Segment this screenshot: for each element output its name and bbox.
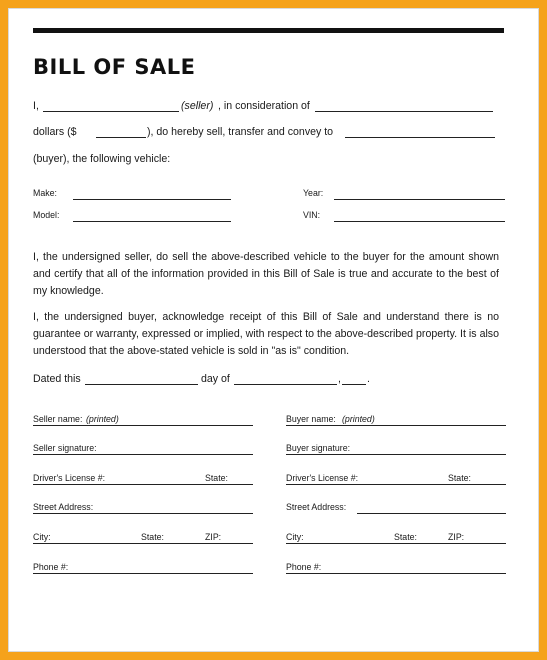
seller-printed-note: (printed)	[86, 414, 119, 424]
document-title: BILL OF SALE	[33, 55, 196, 79]
dated-year-blank[interactable]	[342, 384, 366, 385]
dated-this-text: Dated this	[33, 373, 81, 385]
dated-month-blank[interactable]	[234, 384, 337, 385]
seller-license-state-label: State:	[205, 473, 228, 483]
buyer-signature-field[interactable]	[286, 454, 506, 455]
top-rule	[33, 28, 504, 33]
make-blank[interactable]	[73, 199, 231, 200]
seller-phone-label: Phone #:	[33, 562, 69, 572]
seller-street-label: Street Address:	[33, 502, 94, 512]
dated-day-blank[interactable]	[85, 384, 198, 385]
buyer-zip-label: ZIP:	[448, 532, 465, 542]
buyer-phone-field[interactable]	[286, 573, 506, 574]
seller-city-state-label: State:	[141, 532, 164, 542]
vin-label: VIN:	[303, 210, 321, 220]
buyer-license-field[interactable]	[286, 484, 506, 485]
consideration-text: , in consideration of	[218, 100, 310, 112]
buyer-acknowledgement-paragraph: I, the undersigned buyer, acknowledge receipt of this Bill of Sale and understand there is no guarantee or warranty, expressed or implied, with respect to the above-described property. It is also understood that the above-stated vehicle is sold in "as is" condition.	[33, 311, 499, 357]
buyer-license-state-label: State:	[448, 473, 471, 483]
seller-name-label: Seller name:	[33, 414, 83, 424]
model-label: Model:	[33, 210, 60, 220]
seller-zip-label: ZIP:	[205, 532, 222, 542]
buyer-phone-label: Phone #:	[286, 562, 322, 572]
document-page	[8, 8, 539, 652]
day-of-text: day of	[201, 373, 230, 385]
seller-name-field[interactable]	[33, 425, 253, 426]
intro-i: I,	[33, 100, 39, 112]
seller-license-label: Driver's License #:	[33, 473, 106, 483]
buyer-street-label: Street Address:	[286, 502, 347, 512]
sell-text: ), do hereby sell, transfer and convey to	[147, 126, 334, 138]
seller-street-field[interactable]	[33, 513, 253, 514]
buyer-city-label: City:	[286, 532, 304, 542]
buyer-signature-label: Buyer signature:	[286, 443, 351, 453]
buyer-name-blank[interactable]	[345, 137, 495, 138]
seller-license-field[interactable]	[33, 484, 253, 485]
year-blank[interactable]	[334, 199, 505, 200]
buyer-printed-note: (printed)	[342, 414, 375, 424]
seller-city-field[interactable]	[33, 543, 253, 544]
seller-name-blank[interactable]	[43, 111, 179, 112]
dated-period: .	[367, 373, 370, 385]
model-blank[interactable]	[73, 221, 231, 222]
make-label: Make:	[33, 188, 57, 198]
seller-signature-label: Seller signature:	[33, 443, 97, 453]
buyer-name-label: Buyer name:	[286, 414, 336, 424]
buyer-license-label: Driver's License #:	[286, 473, 359, 483]
amount-blank[interactable]	[96, 137, 146, 138]
seller-phone-field[interactable]	[33, 573, 253, 574]
seller-signature-field[interactable]	[33, 454, 253, 455]
buyer-city-state-label: State:	[394, 532, 417, 542]
seller-city-label: City:	[33, 532, 51, 542]
buyer-text: (buyer), the following vehicle:	[33, 153, 171, 165]
seller-certification-paragraph: I, the undersigned seller, do sell the above-described vehicle to the buyer for the amount shown and certify that all of the information provided in this Bill of Sale is true and accurate to the best of my knowledge.	[33, 251, 499, 297]
vin-blank[interactable]	[334, 221, 505, 222]
year-label: Year:	[303, 188, 324, 198]
buyer-city-field[interactable]	[286, 543, 506, 544]
seller-note: (seller)	[181, 100, 214, 112]
buyer-street-field[interactable]	[357, 513, 506, 514]
dollars-text: dollars ($	[33, 126, 77, 138]
dated-comma: ,	[338, 373, 341, 385]
consideration-blank[interactable]	[315, 111, 493, 112]
buyer-name-field[interactable]	[286, 425, 506, 426]
